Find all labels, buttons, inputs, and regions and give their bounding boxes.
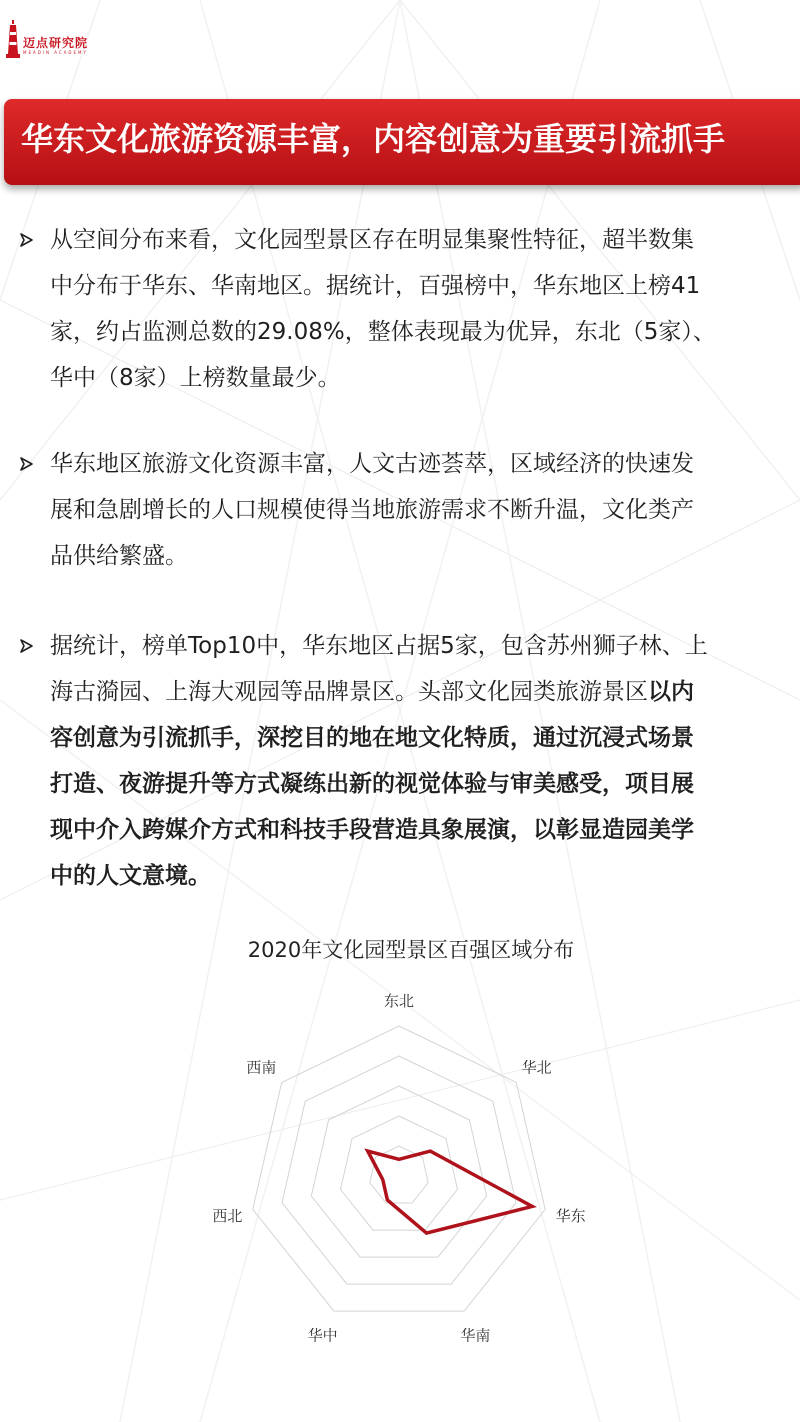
brand-logo — [6, 20, 88, 58]
emphasis-line: 现中介入跨媒介方式和科技手段营造具象展演，以彰显造园美学 — [50, 817, 694, 843]
paragraph-line: 据统计，榜单Top10中，华东地区占据5家，包含苏州狮子林、上 — [50, 633, 708, 659]
page-title: 华东文化旅游资源丰富，内容创意为重要引流抓手 — [21, 120, 726, 158]
paragraph-3 — [18, 623, 798, 899]
emphasis-line: 中的人文意境。 — [50, 863, 211, 889]
radar-axis-label: 华中 — [307, 1326, 338, 1345]
paragraph-line: 品供给繁盛。 — [50, 543, 188, 569]
lighthouse-icon — [6, 20, 20, 58]
paragraph-line: 展和急剧增长的人口规模使得当地旅游需求不断升温，文化类产 — [50, 497, 694, 523]
radar-axis-label: 西北 — [212, 1207, 243, 1226]
arrow-bullet-icon — [18, 441, 40, 487]
logo-name: 迈点研究院 — [23, 36, 89, 50]
paragraph-line: 海古漪园、上海大观园等品牌景区。头部文化园类旅游景区 — [50, 679, 648, 705]
radar-grid — [253, 1026, 545, 1311]
arrow-bullet-icon — [18, 623, 40, 669]
radar-grid-ring — [311, 1086, 486, 1257]
title-banner — [4, 99, 800, 185]
arrow-bullet-icon — [18, 217, 40, 263]
logo-subtitle: MEADIN ACADEMY — [23, 50, 88, 55]
radar-grid-ring — [341, 1116, 458, 1230]
radar-axis-label: 华南 — [460, 1326, 491, 1345]
emphasis-line: 容创意为引流抓手，深挖目的地在地文化特质，通过沉浸式场景 — [50, 725, 694, 751]
paragraph-1 — [18, 217, 798, 401]
paragraph-line: 华东地区旅游文化资源丰富，人文古迹荟萃，区域经济的快速发 — [50, 451, 694, 477]
paragraph-2 — [18, 441, 798, 579]
radar-axis-label: 东北 — [383, 992, 415, 1010]
paragraph-line: 家，约占监测总数的29.08%，整体表现最为优异，东北（5家）、 — [50, 319, 716, 345]
radar-labels — [212, 992, 585, 1345]
radar-axis-label: 西南 — [246, 1058, 277, 1077]
emphasis-line: 打造、夜游提升等方式凝练出新的视觉体验与审美感受，项目展 — [50, 771, 694, 797]
chart-title: 2020年文化园型景区百强区域分布 — [247, 938, 575, 962]
radar-chart — [0, 920, 800, 1360]
radar-axis-label: 华北 — [521, 1058, 552, 1077]
paragraph-line: 中分布于华东、华南地区。据统计，百强榜中，华东地区上榜41 — [50, 273, 701, 299]
radar-axis-label: 华东 — [555, 1207, 586, 1226]
paragraph-line: 从空间分布来看，文化园型景区存在明显集聚性特征，超半数集 — [50, 227, 694, 253]
radar-grid-ring — [253, 1026, 545, 1311]
emphasis-text: 以内 — [648, 679, 694, 705]
paragraph-line: 华中（8家）上榜数量最少。 — [50, 365, 341, 391]
